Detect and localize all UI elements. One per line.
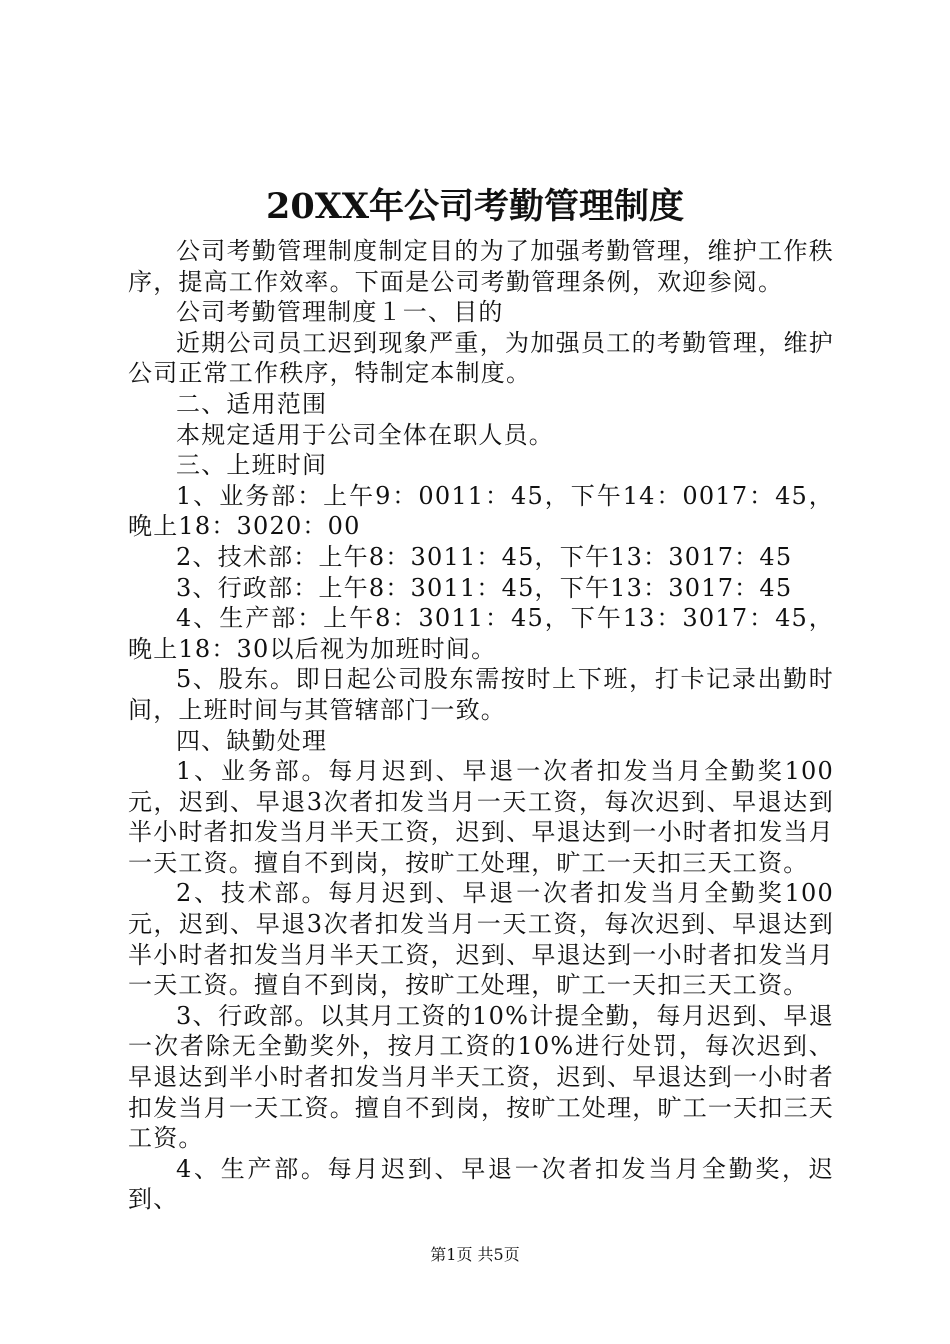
list-item: 1、业务部。每月迟到、早退一次者扣发当月全勤奖100元，迟到、早退3次者扣发当月一天工资，每次迟到、早退达到半小时者扣发当月半天工资，迟到、早退达到一小时者扣发当月一天工资。擅自不到岗，按旷工处理，旷工一天扣三天工资。: [128, 757, 834, 877]
section-heading: 四、缺勤处理: [176, 726, 328, 755]
list-item: 4、生产部：上午8：3011：45，下午13：3017：45，晚上18：30以后视为加班时间。: [128, 604, 834, 663]
section-heading: 二、适用范围: [176, 389, 328, 418]
list-item: 4、生产部。每月迟到、早退一次者扣发当月全勤奖，迟到、: [128, 1154, 834, 1214]
list-item: 2、技术部：上午8：3011：45，下午13：3017：45: [176, 542, 793, 571]
paragraph: 公司考勤管理制度制定目的为了加强考勤管理，维护工作秩序，提高工作效率。下面是公司考勤管理条例，欢迎参阅。: [128, 237, 834, 296]
list-item: 3、行政部：上午8：3011：45，下午13：3017：45: [176, 573, 793, 602]
list-item: 5、股东。即日起公司股东需按时上下班，打卡记录出勤时间，上班时间与其管辖部门一致。: [128, 665, 834, 724]
paragraph: 本规定适用于公司全体在职人员。: [176, 420, 554, 449]
list-item: 3、行政部。以其月工资的10%计提全勤，每月迟到、早退一次者除无全勤奖外，按月工资的10%进行处罚，每次迟到、早退达到半小时者扣发当月半天工资，迟到、早退达到一小时者扣发当月一天工资。擅自不到岗，按旷工处理，旷工一天扣三天工资。: [128, 1001, 834, 1153]
page-number-footer: 第1页 共5页: [430, 1245, 520, 1264]
list-item: 2、技术部。每月迟到、早退一次者扣发当月全勤奖100元，迟到、早退3次者扣发当月一天工资，每次迟到、早退达到半小时者扣发当月半天工资，迟到、早退达到一小时者扣发当月一天工资。擅自不到岗，按旷工处理，旷工一天扣三天工资。: [128, 879, 834, 1000]
paragraph: 公司考勤管理制度１一、目的: [176, 298, 504, 327]
document-body: [128, 236, 834, 1215]
section-heading: 三、上班时间: [176, 451, 328, 480]
document-title: 20XX年公司考勤管理制度: [265, 186, 685, 227]
list-item: 1、业务部：上午9：0011：45，下午14：0017：45，晚上18：3020：00: [128, 481, 834, 541]
paragraph: 近期公司员工迟到现象严重，为加强员工的考勤管理，维护公司正常工作秩序，特制定本制度。: [128, 328, 834, 388]
